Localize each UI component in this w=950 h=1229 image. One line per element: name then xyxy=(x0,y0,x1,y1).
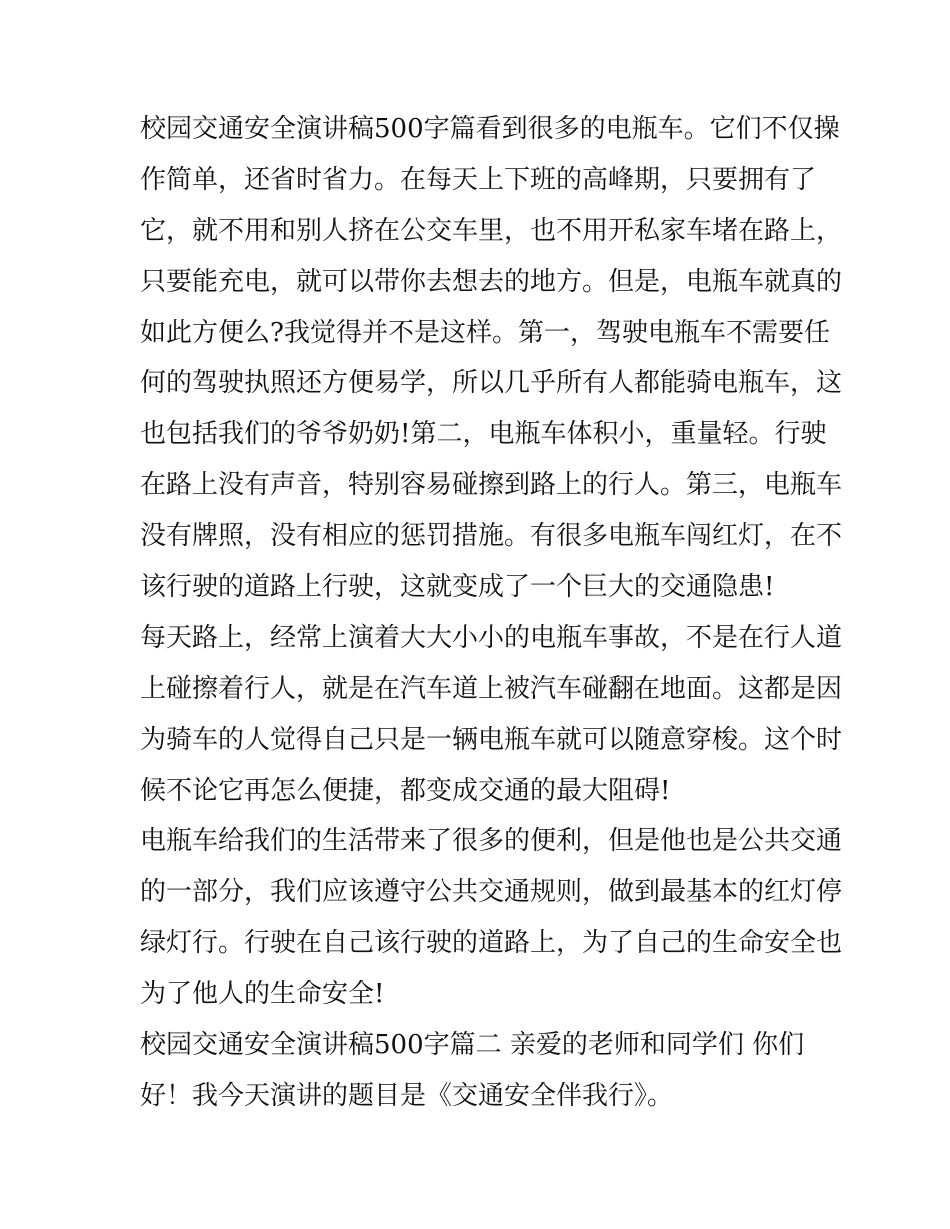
text-line: 绿灯行。行驶在自己该行驶的道路上，为了自己的生命安全也 xyxy=(140,928,843,959)
text-line: 校园交通安全演讲稿500字篇看到很多的电瓶车。它们不仅操 xyxy=(140,114,840,144)
text-line: 也包括我们的爷爷奶奶!第二，电瓶车体积小，重量轻。行驶 xyxy=(140,419,827,450)
document-body xyxy=(140,104,843,1122)
text-line: 电瓶车给我们的生活带来了很多的便利，但是他也是公共交通 xyxy=(140,826,843,857)
text-line: 为骑车的人觉得自己只是一辆电瓶车就可以随意穿梭。这个时 xyxy=(140,724,843,755)
text-line: 好！我今天演讲的题目是《交通安全伴我行》。 xyxy=(140,1080,674,1111)
text-line: 候不论它再怎么便捷，都变成交通的最大阻碍! xyxy=(140,775,671,806)
text-line: 该行驶的道路上行驶，这就变成了一个巨大的交通隐患! xyxy=(140,572,775,603)
text-line: 它，就不用和别人挤在公交车里，也不用开私家车堵在路上， xyxy=(140,215,843,246)
text-line: 上碰擦着行人，就是在汽车道上被汽车碰翻在地面。这都是因 xyxy=(140,673,843,704)
text-line: 每天路上，经常上演着大大小小的电瓶车事故，不是在行人道 xyxy=(140,622,843,653)
text-line: 在路上没有声音，特别容易碰擦到路上的行人。第三，电瓶车 xyxy=(140,470,843,501)
text-line: 如此方便么?我觉得并不是这样。第一，驾驶电瓶车不需要任 xyxy=(140,317,830,348)
text-line: 的一部分，我们应该遵守公共交通规则，做到最基本的红灯停 xyxy=(140,877,843,908)
text-line: 作简单，还省时省力。在每天上下班的高峰期，只要拥有了 xyxy=(140,164,817,195)
text-line: 何的驾驶执照还方便易学，所以几乎所有人都能骑电瓶车，这 xyxy=(140,368,843,399)
text-line: 校园交通安全演讲稿500字篇二 亲爱的老师和同学们 你们 xyxy=(140,1030,805,1061)
text-line: 只要能充电，就可以带你去想去的地方。但是，电瓶车就真的 xyxy=(140,266,843,297)
text-line: 没有牌照，没有相应的惩罚措施。有很多电瓶车闯红灯，在不 xyxy=(140,521,843,552)
text-line: 为了他人的生命安全! xyxy=(140,979,385,1010)
